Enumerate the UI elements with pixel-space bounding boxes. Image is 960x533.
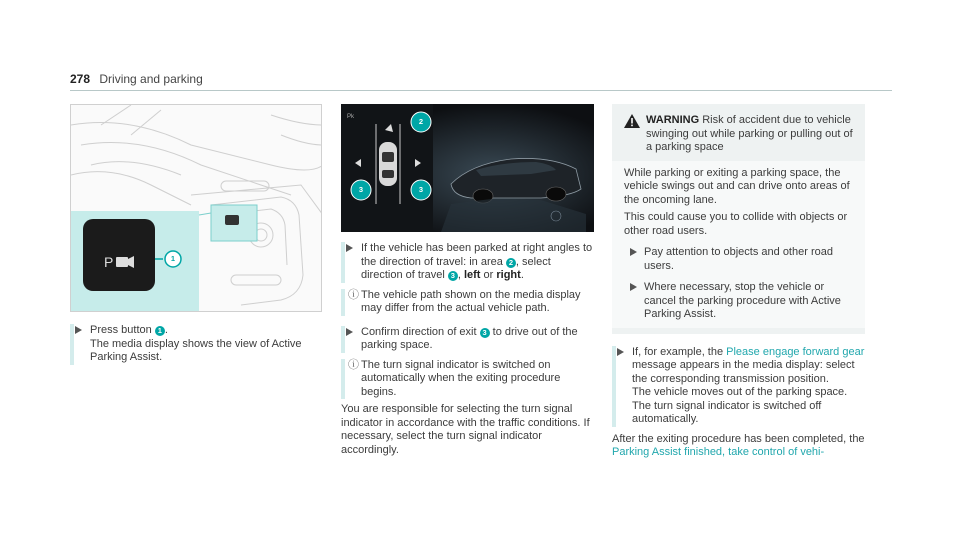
left-option: left [463,269,481,281]
svg-text:Pk: Pk [347,114,355,120]
column-1 [70,104,322,365]
step-engage-gear: If, for example, the Please engage forward gear message appears in the media display: select the corresponding transmission position. The vehicle moves out of the parking space. The turn signal indicator is switched off automatically. [612,346,865,427]
display-message-finished: Parking Assist finished, take control of vehi- [612,446,825,458]
warning-body-1: While parking or exiting a parking space, the vehicle swings out and can drive onto areas of the oncoming lane. [624,166,850,206]
completion-paragraph: After the exiting procedure has been completed, the Parking Assist finished, take control of vehi- [612,432,865,458]
header-divider [70,90,892,91]
parking-assist-screen [341,104,594,232]
step-arrow-icon [346,328,353,336]
step-arrow-icon [630,283,637,291]
step-arrow-icon [346,244,353,252]
note-turn-signal: ⓘ The turn signal indicator is switched on automatically when the exiting procedure begins. [341,359,594,400]
step-select-direction: If the vehicle has been parked at right angles to the direction of travel: in area 2 , select direction of travel 3 , left or right. [341,242,594,283]
callout-1: 1 [155,326,165,336]
callout-2: 2 [506,258,516,268]
step-arrow-icon [617,348,624,356]
step-arrow-icon [75,326,82,334]
step-press-button: Press button 1 . The media display shows the view of Active Parking Assist. [70,324,322,365]
section-title: Driving and parking [99,72,203,86]
warning-heading [624,114,853,155]
warning-title: Risk of accident due to vehicle swinging out while parking or pulling out of a parking space [646,114,853,153]
column-2 [341,104,594,457]
figure-callout-1: 1 [168,254,178,264]
svg-text:P: P [104,254,114,270]
callout-3: 3 [480,328,490,338]
figure-callout-3-right: 3 [418,185,424,194]
page-header [70,72,203,86]
console-illustration [70,104,322,312]
responsibility-paragraph: You are responsible for selecting the turn signal indicator in accordance with the traffic conditions. If necessary, select the turn signal indicator accordingly. [341,403,590,456]
display-message-engage-gear: Please engage forward gear [726,345,865,358]
figure-callout-2: 2 [418,117,424,126]
warning-triangle-icon [624,114,640,128]
step-arrow-icon [630,248,637,256]
warning-step-attention: Pay attention to objects and other road users. [624,246,853,273]
warning-label: WARNING [646,114,700,126]
figure-callout-3-left: 3 [358,185,364,194]
media-display-image [341,104,594,232]
warning-body-2: This could cause you to collide with objects or other road users. [624,211,848,237]
callout-3: 3 [448,271,458,281]
warning-details [612,161,865,328]
note-vehicle-path: ⓘ The vehicle path shown on the media display may differ from the actual vehicle path. [341,289,594,316]
info-icon: ⓘ [348,288,359,301]
warning-step-stop: Where necessary, stop the vehicle or cancel the parking procedure with Active Parking Assist. [624,281,853,322]
warning-box [612,104,865,334]
right-option: right [496,269,521,281]
column-3 [612,104,865,460]
console-drawing [71,105,322,312]
page-number: 278 [70,72,91,86]
step-confirm-direction: Confirm direction of exit 3 to drive out of the parking space. [341,326,594,353]
info-icon: ⓘ [348,358,359,371]
